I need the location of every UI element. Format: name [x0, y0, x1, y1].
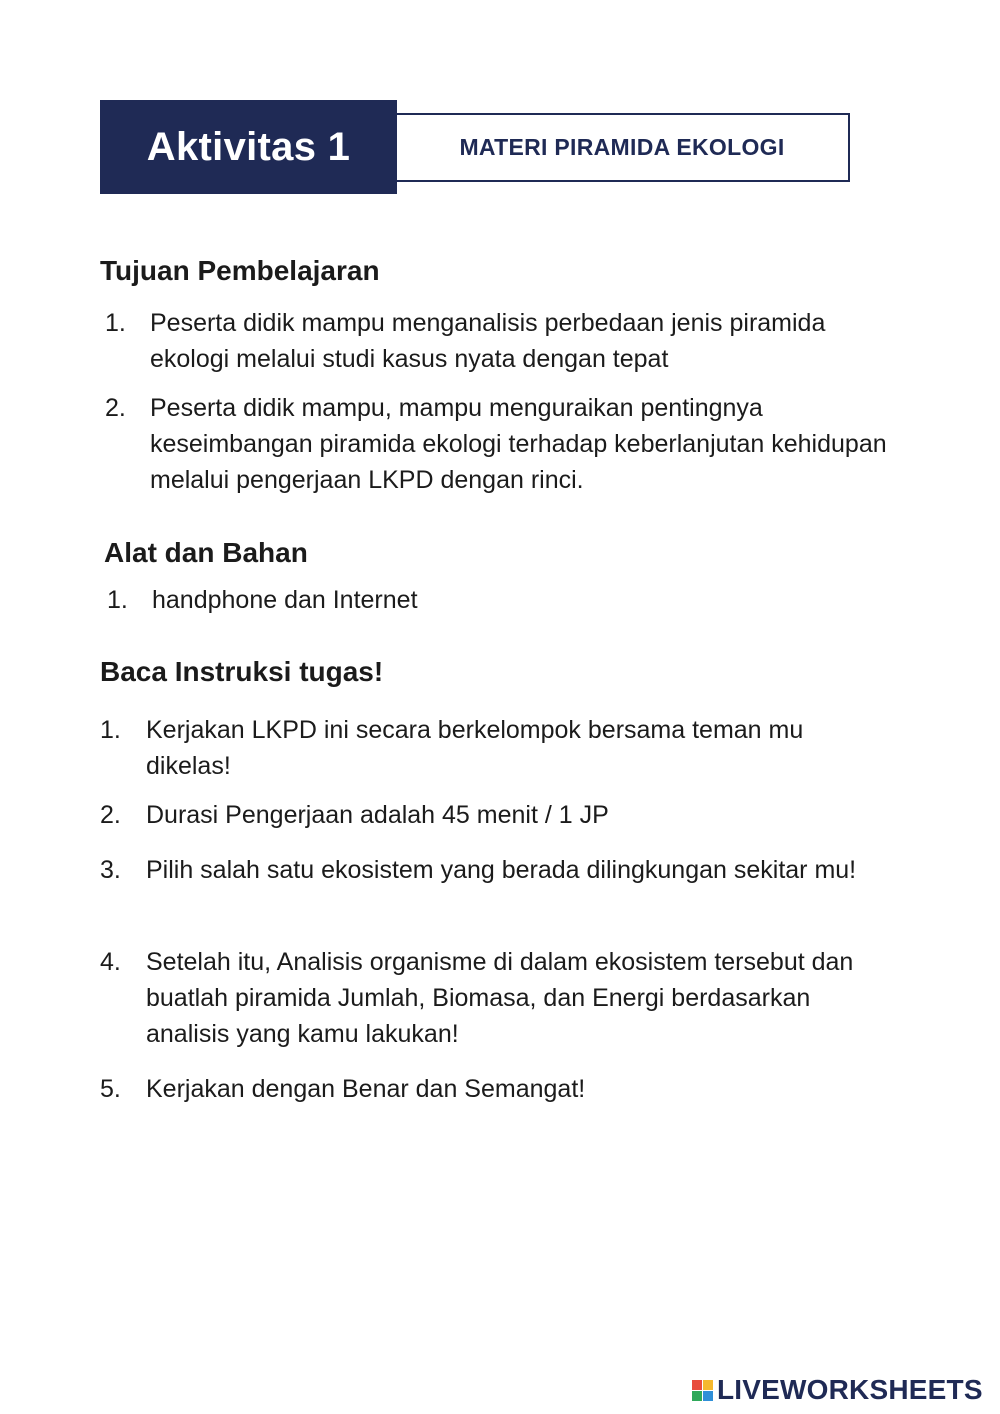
list-item-text: Setelah itu, Analisis organisme di dalam ekosistem tersebut dan buatlah piramida Jumlah, Biomasa, dan Energi berdasarkan analisis yang kamu lakukan!	[146, 948, 854, 1048]
tools-heading: Alat dan Bahan	[104, 537, 308, 568]
list-item	[100, 852, 880, 944]
list-item	[100, 1071, 880, 1107]
topic-title: MATERI PIRAMIDA EKOLOGI	[396, 113, 850, 182]
logo-square	[703, 1391, 713, 1401]
list-item-number: 2.	[100, 801, 121, 829]
list-item	[100, 390, 900, 498]
instructions-heading: Baca Instruksi tugas!	[100, 656, 384, 687]
list-item-number: 1.	[105, 309, 126, 337]
activity-title: Aktivitas 1	[100, 100, 397, 194]
list-item-text: Durasi Pengerjaan adalah 45 menit / 1 JP	[146, 801, 609, 829]
logo-square	[703, 1380, 713, 1390]
logo-text: LIVEWORKSHEETS	[717, 1374, 983, 1405]
list-item-number: 5.	[100, 1075, 121, 1103]
logo-square	[692, 1380, 702, 1390]
list-item-number: 2.	[105, 394, 126, 422]
list-item-text: Pilih salah satu ekosistem yang berada dilingkungan sekitar mu!	[146, 856, 857, 884]
liveworksheets-logo	[692, 1374, 983, 1406]
list-item	[100, 712, 880, 797]
list-item-number: 1.	[107, 586, 128, 614]
tools-list	[100, 582, 900, 618]
list-item-text: Kerjakan LKPD ini secara berkelompok bersama teman mu dikelas!	[146, 716, 804, 780]
list-item-number: 1.	[100, 716, 121, 744]
goals-heading: Tujuan Pembelajaran	[100, 255, 380, 286]
list-item-number: 3.	[100, 856, 121, 884]
list-item	[100, 944, 880, 1071]
list-item-text: Peserta didik mampu menganalisis perbedaan jenis piramida ekologi melalui studi kasus nyata dengan tepat	[150, 309, 826, 373]
list-item-text: Peserta didik mampu, mampu menguraikan pentingnya keseimbangan piramida ekologi terhadap keberlanjutan kehidupan melalui pengerjaan LKPD dengan rinci.	[150, 394, 887, 494]
list-item-text: Kerjakan dengan Benar dan Semangat!	[146, 1075, 586, 1103]
instructions-list	[100, 712, 880, 1107]
list-item	[100, 305, 900, 390]
list-item-text: handphone dan Internet	[152, 586, 418, 614]
list-item	[100, 582, 900, 618]
list-item-number: 4.	[100, 948, 121, 976]
logo-square	[692, 1391, 702, 1401]
goals-list	[100, 305, 900, 498]
logo-mark-icon	[692, 1380, 713, 1401]
list-item	[100, 797, 880, 852]
